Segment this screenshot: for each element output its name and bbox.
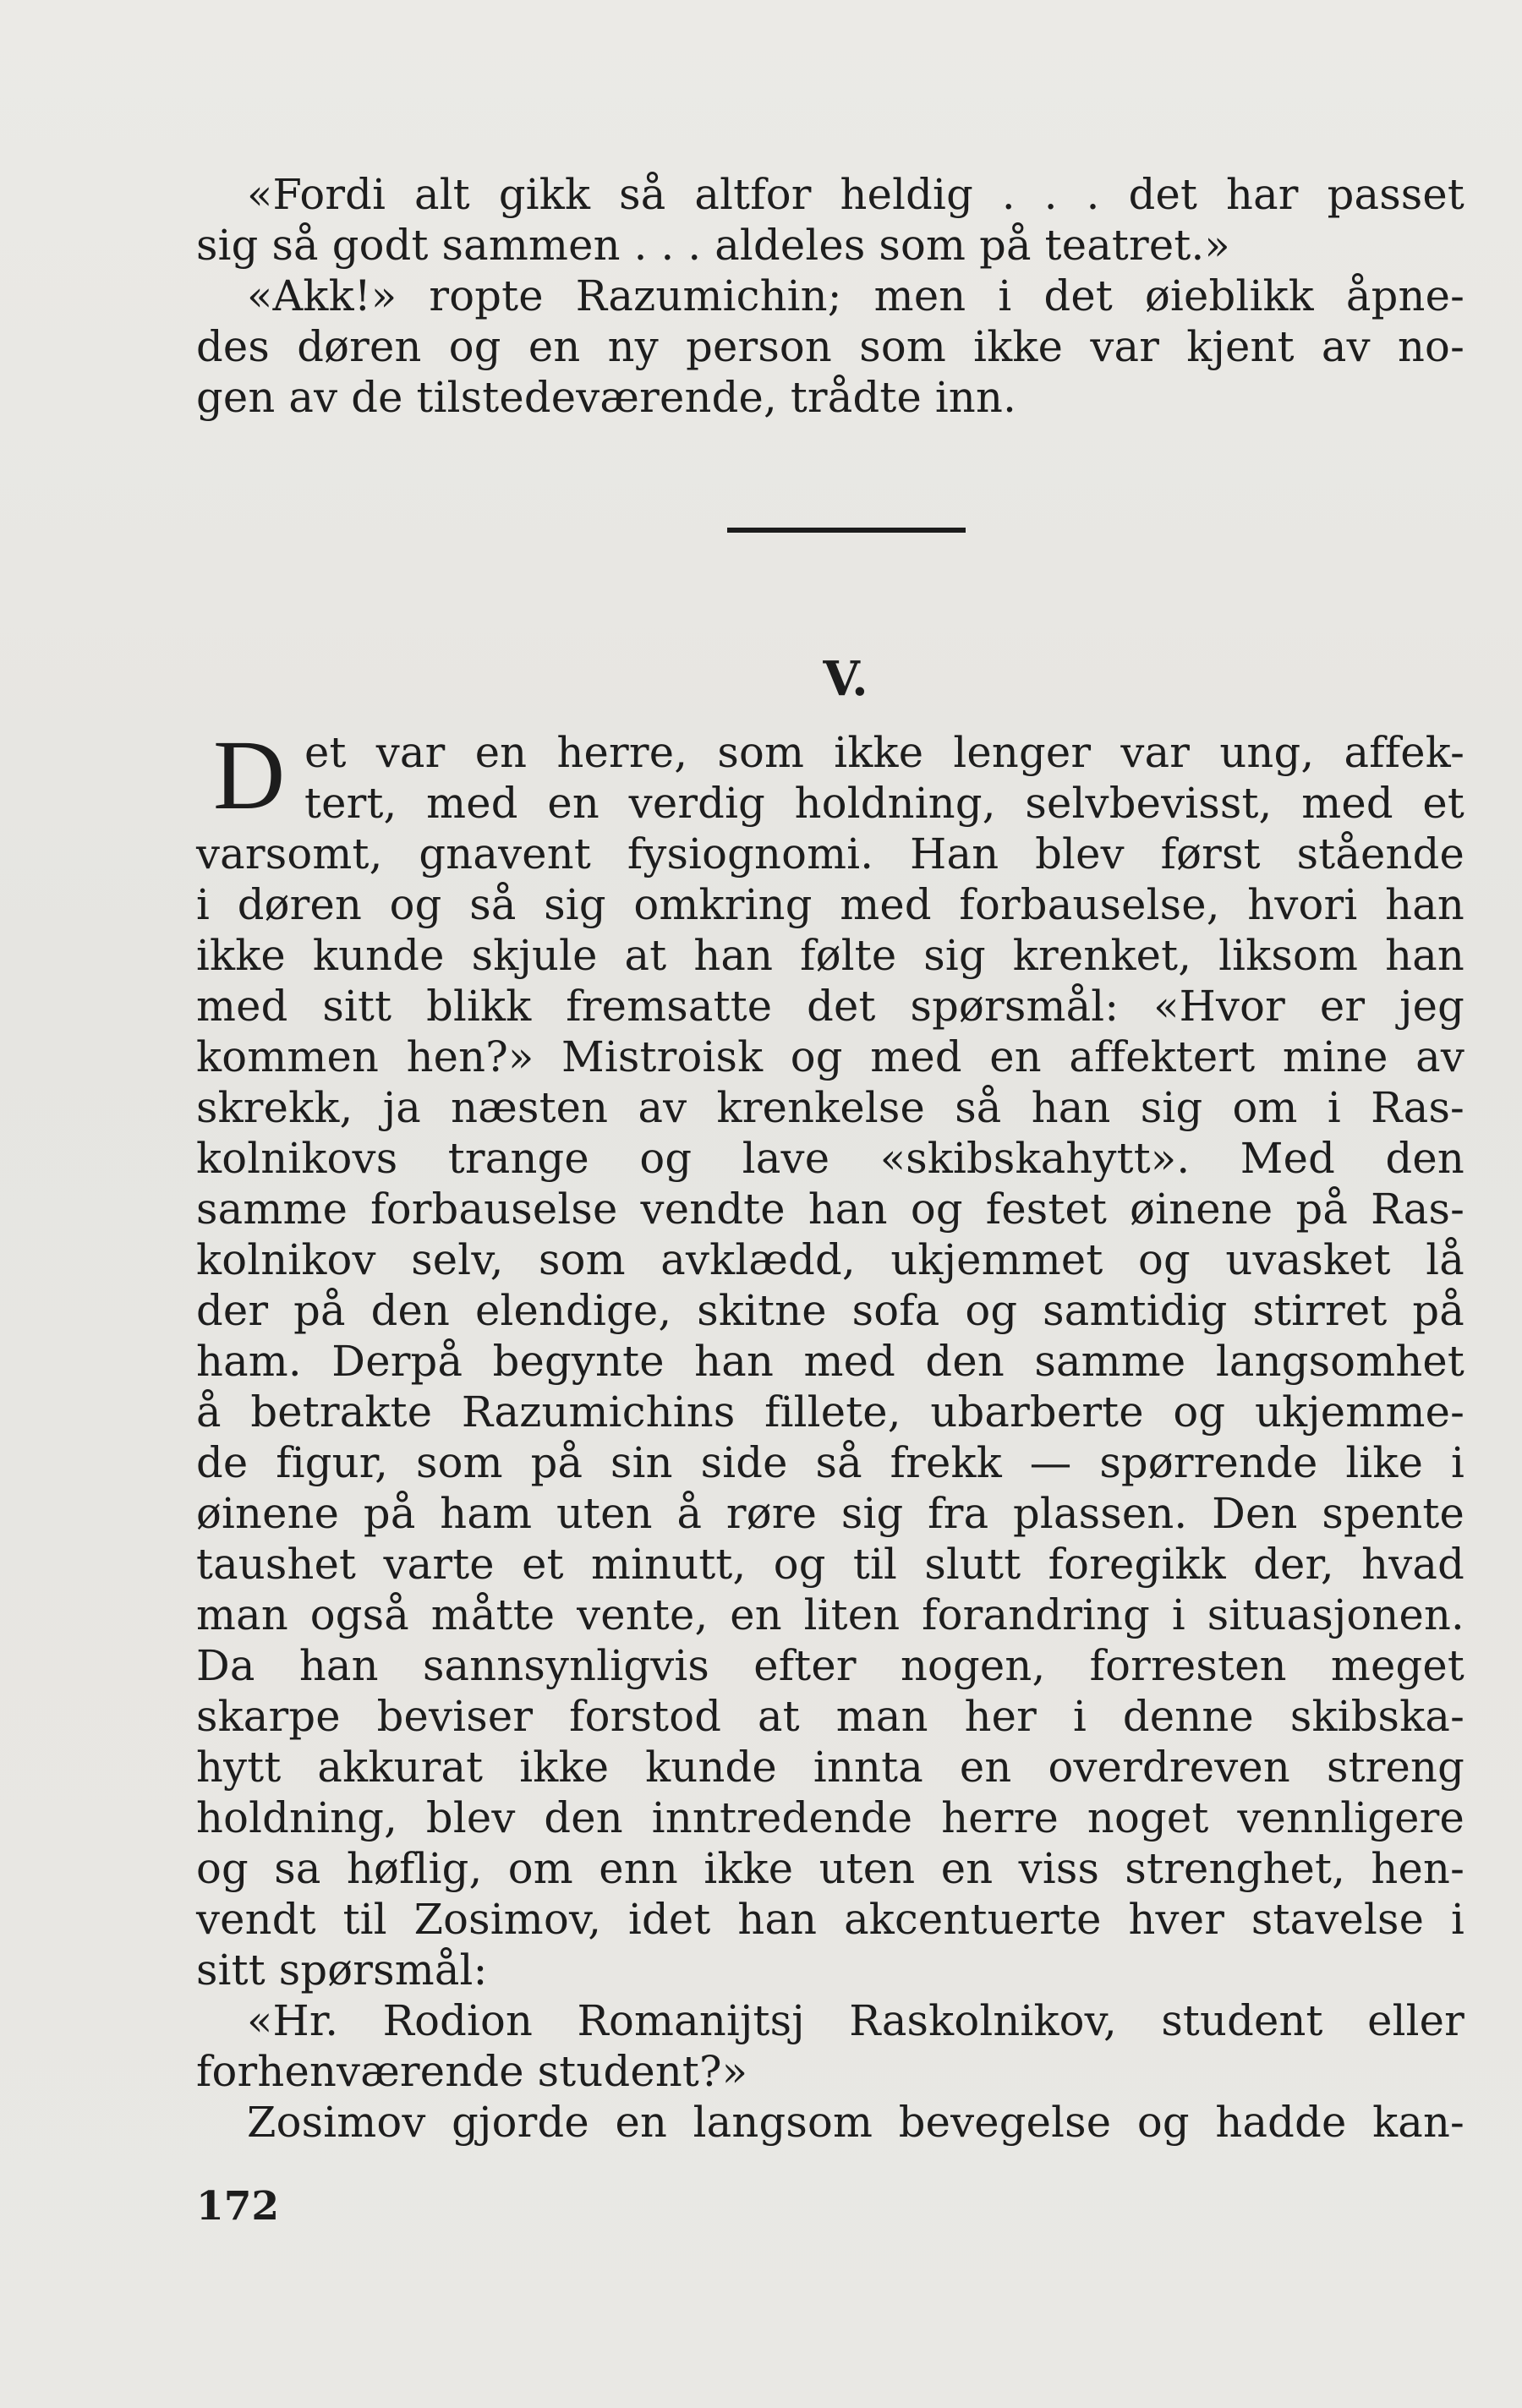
text-line: sig så godt sammen . . . aldeles som på teatret.» [196, 221, 1230, 270]
text-line: Da han sannsynligvis efter nogen, forresten meget [196, 1641, 1465, 1690]
section-divider [727, 528, 966, 533]
text-line: man også måtte vente, en liten forandring i situasjonen. [196, 1590, 1465, 1639]
text-line: tert, med en verdig holdning, selvbevisst, med et [304, 779, 1465, 828]
text-line: hytt akkurat ikke kunde innta en overdreven streng [196, 1743, 1465, 1792]
page-number: 172 [196, 2183, 280, 2230]
text-line: forhenværende student?» [196, 2047, 748, 2096]
text-line: kommen hen?» Mistroisk og med en affektert mine av [196, 1032, 1465, 1081]
text-line: varsomt, gnavent fysiognomi. Han blev først stående [196, 829, 1465, 878]
opening-passage [196, 169, 1465, 423]
dialogue-passage [196, 1995, 1465, 2148]
text-line: skrekk, ja næsten av krenkelse så han sig om i Ras- [196, 1083, 1465, 1132]
text-line: holdning, blev den inntredende herre noget vennligere [196, 1793, 1465, 1842]
text-line: vendt til Zosimov, idet han akcentuerte hver stavelse i [196, 1895, 1465, 1944]
text-line: «Hr. Rodion Romanijtsj Raskolnikov, student eller [247, 1996, 1465, 2045]
text-line: i døren og så sig omkring med forbauselse, hvori han [196, 880, 1465, 929]
text-line: des døren og en ny person som ikke var kjent av no- [196, 322, 1465, 371]
text-line: ikke kunde skjule at han følte sig krenket, liksom han [196, 931, 1465, 980]
text-line: skarpe beviser forstod at man her i denne skibska- [196, 1692, 1465, 1741]
text-line: «Akk!» ropte Razumichin; men i det øieblikk åpne- [247, 271, 1465, 320]
chapter-heading: V. [823, 651, 868, 707]
text-line: kolnikovs trange og lave «skibskahytt». Med den [196, 1134, 1465, 1183]
text-line: samme forbauselse vendte han og festet øinene på Ras- [196, 1185, 1465, 1234]
text-line: med sitt blikk fremsatte det spørsmål: «Hvor er jeg [196, 982, 1465, 1031]
text-line: og sa høflig, om enn ikke uten en viss strenghet, hen- [196, 1844, 1465, 1893]
text-line: kolnikov selv, som avklædd, ukjemmet og uvasket lå [196, 1235, 1465, 1284]
text-line: de figur, som på sin side så frekk — spørrende like i [196, 1438, 1465, 1487]
drop-cap: D [213, 720, 286, 830]
text-line: gen av de tilstedeværende, trådte inn. [196, 373, 1017, 422]
text-line: «Fordi alt gikk så altfor heldig . . . det har passet [247, 170, 1465, 219]
text-line: taushet varte et minutt, og til slutt foregikk der, hvad [196, 1540, 1465, 1589]
text-line: sitt spørsmål: [196, 1946, 488, 1995]
text-line: der på den elendige, skitne sofa og samtidig stirret på [196, 1286, 1465, 1335]
chapter-body [196, 720, 1465, 1995]
text-line: Zosimov gjorde en langsom bevegelse og hadde kan- [247, 2098, 1465, 2147]
text-line: å betrakte Razumichins fillete, ubarberte og ukjemme- [196, 1387, 1465, 1437]
text-line: ham. Derpå begynte han med den samme langsomhet [196, 1337, 1465, 1386]
text-line: et var en herre, som ikke lenger var ung, affek- [304, 728, 1465, 777]
text-line: øinene på ham uten å røre sig fra plassen. Den spente [196, 1489, 1465, 1538]
